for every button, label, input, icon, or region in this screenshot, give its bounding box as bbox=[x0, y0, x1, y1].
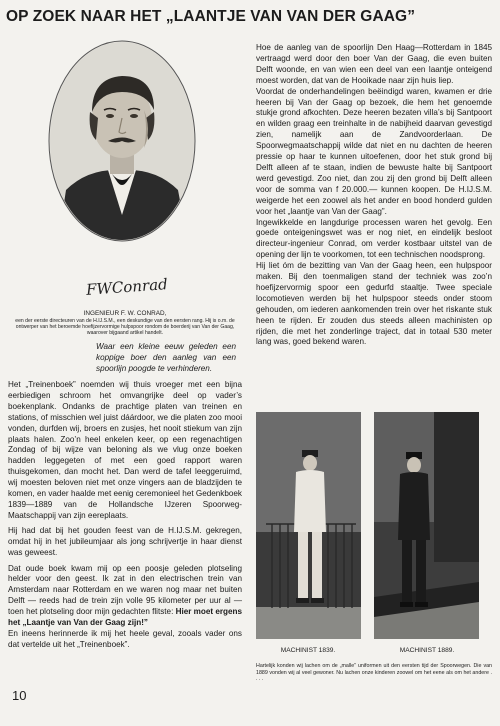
paragraph: Voordat de onderhandelingen beëindigd waren, kwamen er drie heeren bij Van der Gaag op bezoek, die hem het genoemde stukje grond afkochten. Deze heeren bezaten villa’s bij Santpoort en wilden graag een treinhalte in de nabijheid daarvan gevestigd zien, namelijk aan de Zandvoorderlaan. De Spoorwegmaatschappij wilde dat niet en nu dachten de heeren pressie op haar te kunnen uitoefenen, door het stuk grond bij Delft alleen af te staan, indien de bewuste halte bij Santpoort werd gevestigd. Zoo niet, dan zou zij den grond bij Delft alleen voor de somma van f 20.000.— kunnen koopen. De H.IJ.S.M. weigerde het een zoowel als het ander en bood honderd gulden voor het „laantje van Van der Gaag”. bbox=[256, 86, 492, 216]
portrait-caption-text: een der eerste directeuren van de H.IJ.S.M., een deskundige van den eersten rang. Hij is o.m. de ontwerper van het beroemde hoefijzervormige hulpspoor rondom de boerderij van Van der Gaag, waarover bijgaand artikel handelt. bbox=[15, 318, 235, 337]
paragraph: Hij liet óm de bezitting van Van der Gaag heen, een hulpspoor maken. Bij den toenmaligen stand der techniek was zoo’n hoefijzervormig spoor een gedurfd staaltje. Twee speciale locomotieven werden bij het hulpspoor steeds onder stoom gehouden, om iederen aankomenden trein over het riskante stuk heen te rijden. Er zouden dus steeds alleen machinisten op rijden, die met het zonderlinge traject, dat in totaal 530 meter lang was, goed bekend waren. bbox=[256, 261, 492, 347]
portrait-image bbox=[48, 40, 196, 243]
pull-quote: Waar een kleine eeuw geleden een koppige boer den aanleg van een spoorlijn poogde te verhinderen. bbox=[96, 342, 236, 373]
photo-machinist-1889 bbox=[374, 412, 479, 639]
photo-machinist-1839 bbox=[256, 412, 361, 639]
page-number: 10 bbox=[12, 688, 27, 703]
signature: FWConrad bbox=[85, 275, 169, 299]
paragraph: Hoe de aanleg van de spoorlijn Den Haag—Rotterdam in 1845 vertraagd werd door den boer Van der Gaag, die even buiten Delft woonde, en van wien een deel van een laantje onteigend moest worden, dat van de Hooikade naar zijn huis liep. bbox=[256, 43, 492, 85]
article-title: OP ZOEK NAAR HET „LAANTJE VAN VAN DER GAAG” bbox=[6, 8, 416, 25]
portrait-caption-title: INGENIEUR F. W. CONRAD, bbox=[83, 310, 167, 317]
photo-caption: MACHINIST 1839. bbox=[280, 647, 336, 654]
paragraph: Hij had dat bij het gouden feest van de H.IJ.S.M. gekregen, omdat hij in het jubileumjaar als jong schrijvertje in haar dienst was geweest. bbox=[8, 526, 242, 558]
paragraph: Het „Treinenboek” noemden wij thuis vroeger met een bijna eerbiedigen schroom het omvangrijke deel op vader’s boekenplank. Ondanks de prachtige platen van treinen en stations, of misschien wel juist dáárdoor, we die platen zoo mooi vonden, durfden wij, broers en zusjes, het nooit stiekum van zijn plaats halen. Zoo’n heel enkelen keer, op een regenachtigen Zondag of bij wijze van beloning als we vlug onze boeken hadden leggegeten of met een goed rapport waren thuisgekomen, dan mocht het. Dan werd de tafel leeggeruimd, wij moesten beloven niet met onze vingers aan de bladzijden te komen, en vader haalde met eenig ceremonieel het Gedenkboek 1839—1889 van de Hollandsche IJzeren Spoorweg-Maatschappij van zijn eereplaats. bbox=[8, 380, 242, 520]
photo-caption: MACHINIST 1889. bbox=[399, 647, 455, 654]
paragraph bbox=[8, 564, 242, 629]
paragraph-text: Dat oude boek kwam mij op een poosje geleden plotseling helder voor den geest. Ik zat in den electrischen trein van Amsterdam naar Rotterdam en we waren nog maar net buiten Delft — reeds had de trein zijn volle 95 kilometer per uur al — toen het plotseling door mijn gedachten flitste: bbox=[8, 563, 242, 617]
emphasis-text: Hier moet ergens het „Laantje van Van der Gaag zijn!” bbox=[8, 607, 242, 628]
left-column bbox=[8, 380, 242, 655]
paragraph: Ingewikkelde en langdurige processen waren het gevolg. Een goede onteigeningswet was er nog niet, en eindelijk besloot directeur-ingenieur Conrad, om verder kostbaar uitstel van de opening der lijn te voorkomen, tot een technischen noodsprong. bbox=[256, 217, 492, 260]
right-column bbox=[256, 43, 492, 353]
paragraph: En ineens herinnerde ik mij het heele geval, zooals vader ons dat vertelde uit het „Treinenboek”. bbox=[8, 628, 242, 649]
photos-caption: Hartelijk konden wij lachen om de „malle” uniformen uit den eersten tijd der Spoorwegen. Die van 1889 vonden wij al veel gewoner. Nu lachen onze kinderen zoowel om het eene als om het andere . . . . bbox=[256, 663, 492, 683]
